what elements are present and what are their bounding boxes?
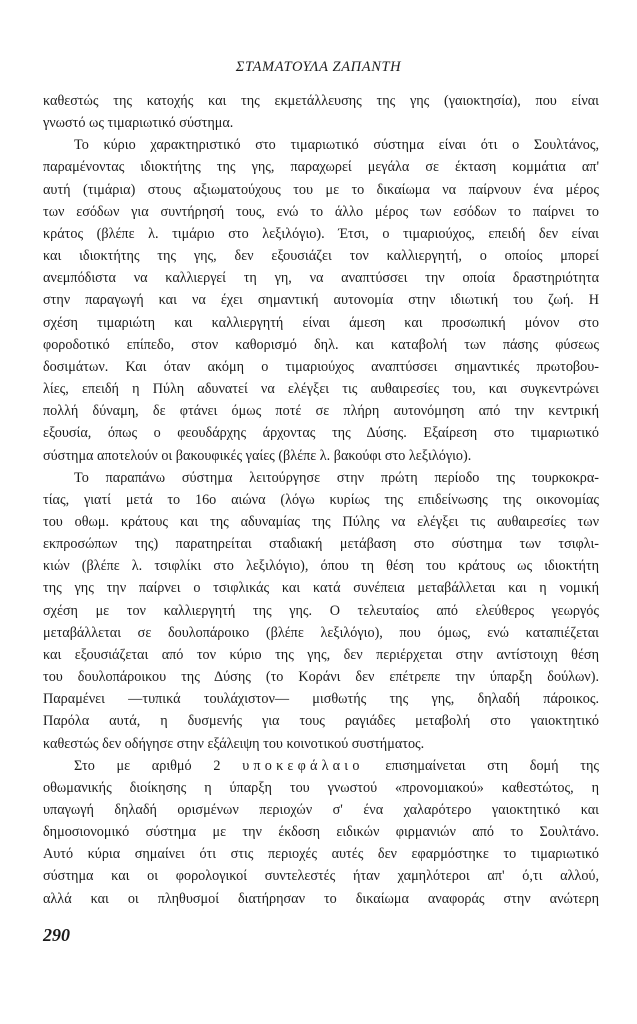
text-line: εξουσία, όπως ο φεουδάρχης άρχοντας της Δύσης. Εξαίρεση στο τιμαριωτικό (43, 425, 599, 442)
text-line: του οθωμ. κράτους και της αδυναμίας της Πύλης να ελέγξει τις αυθαιρεσίες των (43, 513, 599, 530)
text-line: εκπροσώπων της) παρατηρείται σταδιακή μετάβαση στο σύστημα των τσιφλι- (43, 536, 599, 553)
text-line: ανεμπόδιστα να καλλιεργεί τη γη, να αναπτύσσει την οποία δραστηριότητα (43, 270, 599, 287)
text-run: Στο με αριθμό 2 (74, 757, 221, 774)
text-line: και εξουσιάζεται από τον κύριο της γης, δεν περιέρχεται στην αντίστοιχη θέση (43, 646, 599, 663)
text-line: του δουλοπάροικου της Δύσης (το Κοράνι δεν επέτρεπε την ύπαρξη δούλων). (43, 669, 599, 686)
text-line: στην παραγωγή και να έχει σημαντική αυτονομία στην ιδιωτική του ζωή. Η (43, 292, 599, 309)
text-line: πολλή δύναμη, δε φτάνει όμως ποτέ σε πλήρη αυτονόμηση από την κεντρική (43, 403, 599, 420)
text-line: Το παραπάνω σύστημα λειτούργησε στην πρώτη περίοδο της τουρκοκρα- (74, 469, 599, 486)
text-line: φοροδοτικό επίπεδο, στον καθορισμό δηλ. και καταβολή των πάσης φύσεως (43, 336, 599, 353)
text-line: τίας, γιατί μετά το 16ο αιώνα (λόγω κυρίως της επιδείνωσης της οικονομίας (43, 491, 599, 508)
text-line: δημοσιονομικό σύστημα με την έκδοση ειδικών φιρμανιών από το Σουλτάνο. (43, 824, 599, 841)
text-line: κιών (βλέπε λ. τσιφλίκι στο λεξιλόγιο), όπου τη θέση του κράτους ως ιδιοκτήτη (43, 558, 599, 575)
text-line: και ιδιοκτήτης της γης, δεν εξουσιάζει τον καλλιεργητή, ο οποίος μπορεί (43, 248, 599, 265)
text-line: σύστημα και οι φορολογικοί συντελεστές ήταν χαμηλότεροι απ' ό,τι αλλού, (43, 868, 599, 885)
text-line: παραμένοντας ιδιοκτήτης της γης, παραχωρεί μεγάλα σε έκταση κομμάτια απ' (43, 159, 599, 176)
text-line: σχέση με τον καλλιεργητή της γης. Ο τελευταίος από ελεύθερος γεωργός (43, 602, 599, 619)
running-head-author: ΣΤΑΜΑΤΟΥΛΑ ΖΑΠΑΝΤΗ (235, 59, 402, 75)
text-line: γνωστό ως τιμαριωτικό σύστημα. (43, 115, 234, 132)
text-line: των εσόδων για συντήρησή τους, ενώ το άλλο μέρος των εσόδων το παίρνει το (43, 203, 599, 220)
spaced-emphasis-word: υποκεφάλαιο (242, 757, 364, 774)
text-line: δοσιμάτων. Και όταν ακόμη ο τιμαριούχος αναπτύσσει σημαντικές πρωτοβου- (43, 358, 599, 375)
text-line: Παραμένει —τυπικά τουλάχιστον— μισθωτής της γης, δηλαδή πάροικος. (43, 691, 599, 708)
text-line: κράτος (βλέπε λ. τιμάριο στο λεξιλόγιο). Έτσι, ο τιμαριούχος, επειδή δεν είναι (43, 225, 599, 242)
text-line: υπαγωγή δηλαδή ορισμένων περιοχών σ' ένα χαλαρότερο γαιοκτητικό και (43, 802, 599, 818)
text-line: σύστημα αποτελούν οι βακουφικές γαίες (βλέπε λ. βακούφι στο λεξιλόγιο). (43, 447, 472, 464)
text-line-with-spaced-word (43, 755, 599, 777)
text-line: αλλά και οι πληθυσμοί διατήρησαν το δικαίωμα αναφοράς στην ανώτερη (43, 890, 599, 907)
text-line: αυτή (τιμάρια) στους αξιωματούχους του με το δικαίωμα να παίρνουν ένα μέρος (43, 181, 599, 198)
text-line: οθωμανικής διοίκησης η ύπαρξη του γνωστού «προνομιακού» καθεστώτος, η (43, 779, 599, 796)
text-line: της γης την παίρνει ο τσιφλικάς και κατά συνέπεια μεταβάλλεται και η νομική (43, 580, 599, 597)
text-run: επισημαίνεται στη δομή της (385, 757, 600, 774)
text-line: μεταβάλλεται σε δουλοπάροικο (βλέπε λεξιλόγιο), που όμως, ενώ καταπιέζεται (43, 624, 599, 641)
text-line: Το κύριο χαρακτηριστικό στο τιμαριωτικό σύστημα είναι ότι ο Σουλτάνος, (74, 137, 599, 154)
text-line: καθεστώς δεν οδήγησε στην εξάλειψη του κοινοτικού συστήματος. (43, 735, 425, 752)
text-line: Παρόλα αυτά, η δυσμενής για τους ραγιάδες μεταβολή στο γαιοκτητικό (43, 713, 599, 730)
text-line: σχέση τιμαριώτη και καλλιεργητή είναι άμεση και προσωπική μόνον στο (43, 314, 599, 331)
body-text (43, 90, 599, 910)
text-line: λίες, επειδή η Πύλη αδυνατεί να ελέγξει τις αυθαιρεσίες του, και συγκεντρώνει (43, 381, 599, 398)
text-line: Αυτό κύρια σημαίνει ότι στις περιοχές αυτές δεν εφαρμόστηκε το τιμαριωτικό (43, 846, 599, 863)
page-number: 290 (43, 925, 70, 945)
text-line: καθεστώς της κατοχής και της εκμετάλλευσης της γης (γαιοκτησία), που είναι (43, 93, 599, 109)
